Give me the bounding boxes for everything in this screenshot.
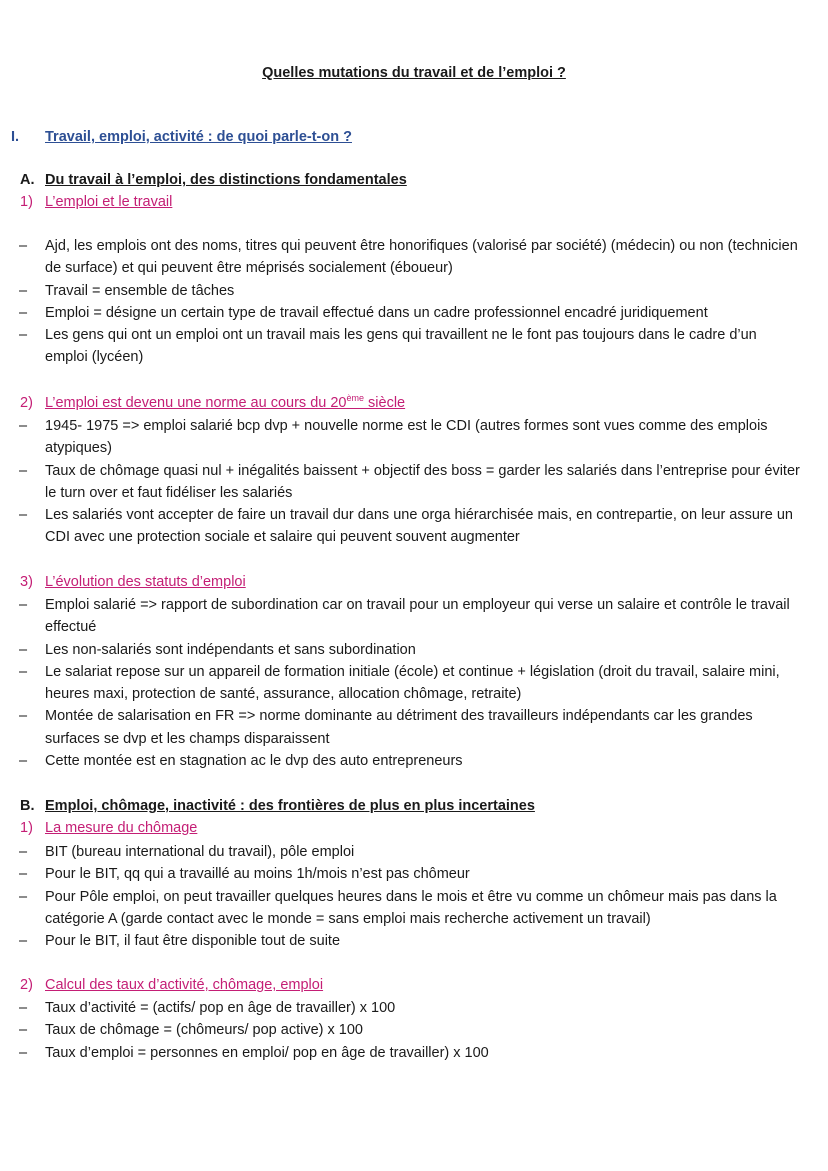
list-item: – Taux de chômage = (chômeurs/ pop active) x 100 xyxy=(0,1019,828,1041)
list-item: – Les salariés vont accepter de faire un travail dur dans une orga hiérarchisée mais, en contrepartie, on leur assure un CDI avec une protection sociale et salaire qui peuvent souvent augmenter xyxy=(0,504,828,549)
bullet-list-b1 xyxy=(0,841,828,952)
list-item: – Pour le BIT, il faut être disponible tout de suite xyxy=(0,930,828,952)
subsection-title: La mesure du chômage xyxy=(45,820,198,836)
list-item: – Taux de chômage quasi nul + inégalités baissent + objectif des boss = garder les salariés dans l’entreprise pour éviter le turn over et faut fidéliser les salariés xyxy=(0,460,828,505)
subsection-heading-b2 xyxy=(20,975,323,995)
section-heading-a xyxy=(20,170,407,190)
part-number: I. xyxy=(11,129,20,145)
list-item: – Montée de salarisation en FR => norme dominante au détriment des travailleurs indépendants car les grandes surfaces se dvp et les champs disparaissent xyxy=(0,705,828,750)
subsection-number: 1) xyxy=(20,194,33,210)
section-title: Emploi, chômage, inactivité : des frontières de plus en plus incertaines xyxy=(45,798,535,814)
superscript: ème xyxy=(346,393,364,403)
list-item: – Pour Pôle emploi, on peut travailler quelques heures dans le mois et être vu comme un chômeur mais pas dans la catégorie A (garde contact avec le monde = sans emploi mais recherche activement un travail) xyxy=(0,886,828,931)
subsection-heading-b1 xyxy=(20,818,197,838)
subsection-title-part: siècle xyxy=(364,395,406,411)
list-item: – Ajd, les emplois ont des noms, titres qui peuvent être honorifiques (valorisé par société) (médecin) ou non (technicien de surface) et qui peuvent être méprisés socialement (éboueur) xyxy=(0,235,828,280)
list-item: – Pour le BIT, qq qui a travaillé au moins 1h/mois n’est pas chômeur xyxy=(0,863,828,885)
list-item: – 1945- 1975 => emploi salarié bcp dvp + nouvelle norme est le CDI (autres formes sont vues comme des emplois atypiques) xyxy=(0,415,828,460)
list-item: – Les non-salariés sont indépendants et sans subordination xyxy=(0,639,828,661)
list-item: – Travail = ensemble de tâches xyxy=(0,280,828,302)
subsection-title-part: L’emploi est devenu une norme au cours du 20 xyxy=(45,395,347,411)
subsection-title: Calcul des taux d’activité, chômage, emploi xyxy=(45,977,324,993)
list-item: – Taux d’activité = (actifs/ pop en âge de travailler) x 100 xyxy=(0,997,828,1019)
list-item: – Les gens qui ont un emploi ont un travail mais les gens qui travaillent ne le font pas toujours dans le cadre d’un emploi (lycéen) xyxy=(0,324,828,369)
bullet-list-a1 xyxy=(0,235,828,369)
subsection-number: 3) xyxy=(20,574,33,590)
subsection-number: 1) xyxy=(20,820,33,836)
subsection-heading-a2 xyxy=(20,393,405,413)
page-title: Quelles mutations du travail et de l’emploi ? xyxy=(262,65,566,81)
part-heading-1 xyxy=(11,127,352,147)
bullet-list-b2 xyxy=(0,997,828,1064)
subsection-title xyxy=(45,395,405,411)
list-item: – Cette montée est en stagnation ac le dvp des auto entrepreneurs xyxy=(0,750,828,772)
subsection-number: 2) xyxy=(20,977,33,993)
section-letter: B. xyxy=(20,798,35,814)
bullet-list-a3 xyxy=(0,594,828,772)
subsection-number: 2) xyxy=(20,395,33,411)
list-item: – Emploi salarié => rapport de subordination car on travail pour un employeur qui verse un salaire et contrôle le travail effectué xyxy=(0,594,828,639)
part-title: Travail, emploi, activité : de quoi parle-t-on ? xyxy=(45,129,352,145)
section-heading-b xyxy=(20,796,535,816)
subsection-title: L’évolution des statuts d’emploi xyxy=(45,574,246,590)
subsection-heading-a1 xyxy=(20,192,172,212)
list-item: – Le salariat repose sur un appareil de formation initiale (école) et continue + législation (droit du travail, salaire mini, heures maxi, protection de santé, assurance, allocation chômage, retraite) xyxy=(0,661,828,706)
section-title: Du travail à l’emploi, des distinctions fondamentales xyxy=(45,172,407,188)
section-letter: A. xyxy=(20,172,35,188)
subsection-heading-a3 xyxy=(20,572,246,592)
list-item: – Taux d’emploi = personnes en emploi/ pop en âge de travailler) x 100 xyxy=(0,1042,828,1064)
bullet-list-a2 xyxy=(0,415,828,549)
list-item: – BIT (bureau international du travail), pôle emploi xyxy=(0,841,828,863)
subsection-title: L’emploi et le travail xyxy=(45,194,173,210)
list-item: – Emploi = désigne un certain type de travail effectué dans un cadre professionnel encadré juridiquement xyxy=(0,302,828,324)
